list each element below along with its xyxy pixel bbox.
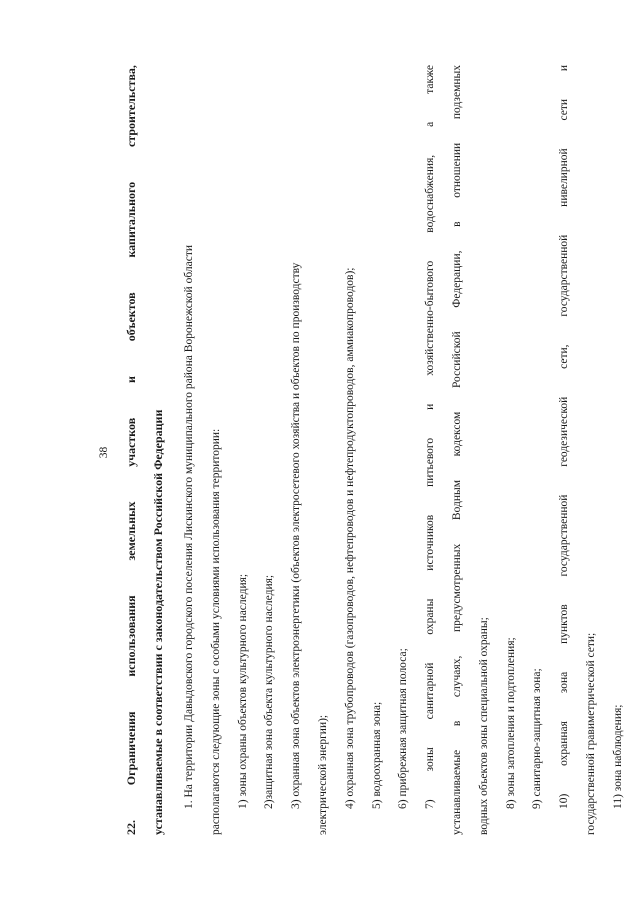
list-item: 6) прибрежная защитная полоса;: [397, 648, 410, 809]
list-item: 3) охранная зона объектов электроэнергетики (объектов электросетевого хозяйства и объектов по производству: [290, 262, 303, 809]
list-item: 1) зоны охраны объектов культурного наследия;: [236, 573, 249, 809]
list-item: 8) зоны затопления и подтопления;: [504, 637, 517, 809]
heading-word: и: [124, 376, 138, 383]
list-item: 7) зоны санитарной охраны источников питьевого и хозяйственно-бытового водоснабжения, а также: [424, 65, 437, 809]
document-body: [176, 65, 632, 835]
list-item: 10) охранная зона пунктов государственной геодезической сети, государственной нивелирной сети и: [558, 65, 571, 809]
list-item: 2)защитная зона объекта культурного наследия;: [263, 574, 276, 809]
section-heading: [118, 65, 172, 835]
list-item: 11) зона наблюдения;: [611, 704, 624, 809]
heading-number: 22.: [124, 820, 138, 835]
list-item: 5) водоохранная зона;: [370, 701, 383, 809]
heading-word: участков: [124, 417, 138, 467]
heading-word: строительства,: [124, 65, 138, 148]
heading-word: объектов: [124, 292, 138, 342]
list-item: 9) санитарно-защитная зона;: [531, 668, 544, 809]
heading-word: Ограничения: [124, 711, 138, 786]
heading-word: использования: [124, 595, 138, 677]
list-item-continuation: водных объектов зоны специальной охраны;: [477, 617, 490, 835]
page-number: 38: [98, 446, 110, 459]
heading-word: земельных: [124, 501, 138, 561]
heading-word: капитального: [124, 181, 138, 258]
heading-line-1: [118, 65, 145, 835]
paragraph-line: 1. На территории Давыдовского городского поселения Лискинского муниципального района Воронежской области: [183, 244, 195, 809]
list-item-continuation: государственной гравиметрической сети;: [584, 632, 597, 835]
list-item-continuation: устанавливаемые в случаях, предусмотренных Водным кодексом Российской Федерации, в отношении подземных: [450, 65, 463, 835]
paragraph-line: располагаются следующие зоны с особыми условиями использования территории:: [209, 428, 222, 835]
list-item-continuation: электрической энергии);: [316, 714, 329, 835]
heading-line-2: устанавливаемые в соответствии с законодательством Российской Федерации: [151, 409, 165, 835]
list-item: 4) охранная зона трубопроводов (газопроводов, нефтепроводов и нефтепродуктопроводов, аммиакопроводов);: [343, 267, 356, 809]
